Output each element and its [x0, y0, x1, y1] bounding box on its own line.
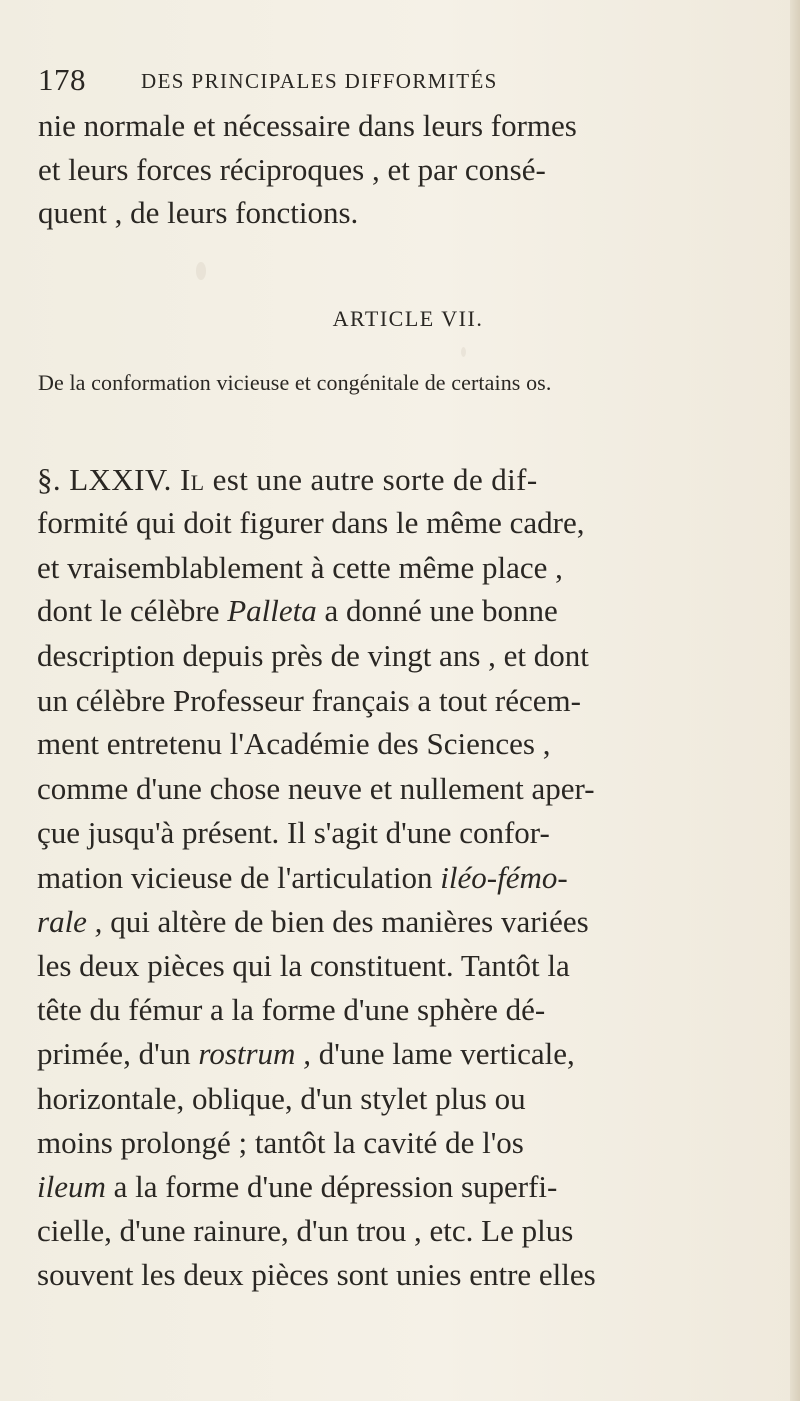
text-segment: a donné une bonne	[316, 593, 558, 628]
article-subtitle: De la conformation vicieuse et congénitale de certains os.	[38, 370, 552, 395]
paragraph-line: çue jusqu'à présent. Il s'agit d'une confor-	[37, 815, 550, 850]
text-segment: qui altère de bien des manières variées	[102, 904, 589, 939]
text-segment: d'une lame verticale,	[310, 1036, 575, 1071]
paragraph-line	[37, 1034, 745, 1074]
text-line: et leurs forces réciproques , et par consé-	[38, 152, 546, 187]
paragraph-line: cielle, d'une rainure, d'un trou , etc. Le plus	[37, 1213, 574, 1248]
small-cap-word: Il	[179, 462, 205, 497]
text-line: nie normale et nécessaire dans leurs formes	[38, 108, 577, 143]
italic-name: Palleta	[227, 593, 317, 628]
italic-term: ileum	[37, 1169, 106, 1204]
text-segment: dont le célèbre	[37, 593, 228, 628]
paper-spot	[461, 347, 466, 357]
paragraph-line	[37, 858, 745, 898]
paragraph-line: et vraisemblablement à cette même place ,	[37, 550, 563, 585]
page-number: 178	[38, 62, 86, 97]
italic-term: rale ,	[37, 904, 103, 939]
text-segment: mation vicieuse de l'articulation	[37, 860, 441, 895]
paragraph-line: formité qui doit figurer dans le même cadre,	[37, 505, 585, 540]
text-segment: primée, d'un	[37, 1036, 199, 1071]
paragraph-line	[37, 591, 745, 631]
paragraph-line: comme d'une chose neuve et nullement aper-	[37, 771, 595, 806]
text-line: quent , de leurs fonctions.	[38, 195, 359, 230]
paragraph-line: ment entretenu l'Académie des Sciences ,	[37, 726, 551, 761]
section-mark: §. LXXIV.	[37, 462, 172, 497]
running-head: DES PRINCIPALES DIFFORMITÉS	[141, 69, 498, 93]
page-header	[38, 62, 598, 100]
page-edge	[790, 0, 800, 1401]
paragraph-line	[37, 902, 745, 942]
italic-term: iléo-fémo-	[440, 860, 568, 895]
article-title: ARTICLE VII.	[332, 306, 484, 331]
paragraph-line: horizontale, oblique, d'un stylet plus ou	[37, 1081, 526, 1116]
paragraph-line	[37, 1167, 745, 1207]
text-segment: est une autre sorte de dif-	[204, 462, 538, 497]
paragraph-line: un célèbre Professeur français a tout récem-	[37, 683, 581, 718]
text-segment: a la forme d'une dépression superfi-	[105, 1169, 558, 1204]
paragraph-line: souvent les deux pièces sont unies entre elles	[37, 1257, 596, 1292]
paragraph-line: description depuis près de vingt ans , et dont	[37, 638, 589, 673]
italic-term: rostrum ,	[198, 1036, 311, 1071]
paragraph-line: les deux pièces qui la constituent. Tantôt la	[37, 948, 570, 983]
paper-spot	[196, 262, 206, 280]
paragraph-line: tête du fémur a la forme d'une sphère dé-	[37, 992, 546, 1027]
paragraph-line	[37, 460, 745, 500]
paragraph-line: moins prolongé ; tantôt la cavité de l'os	[37, 1125, 524, 1160]
